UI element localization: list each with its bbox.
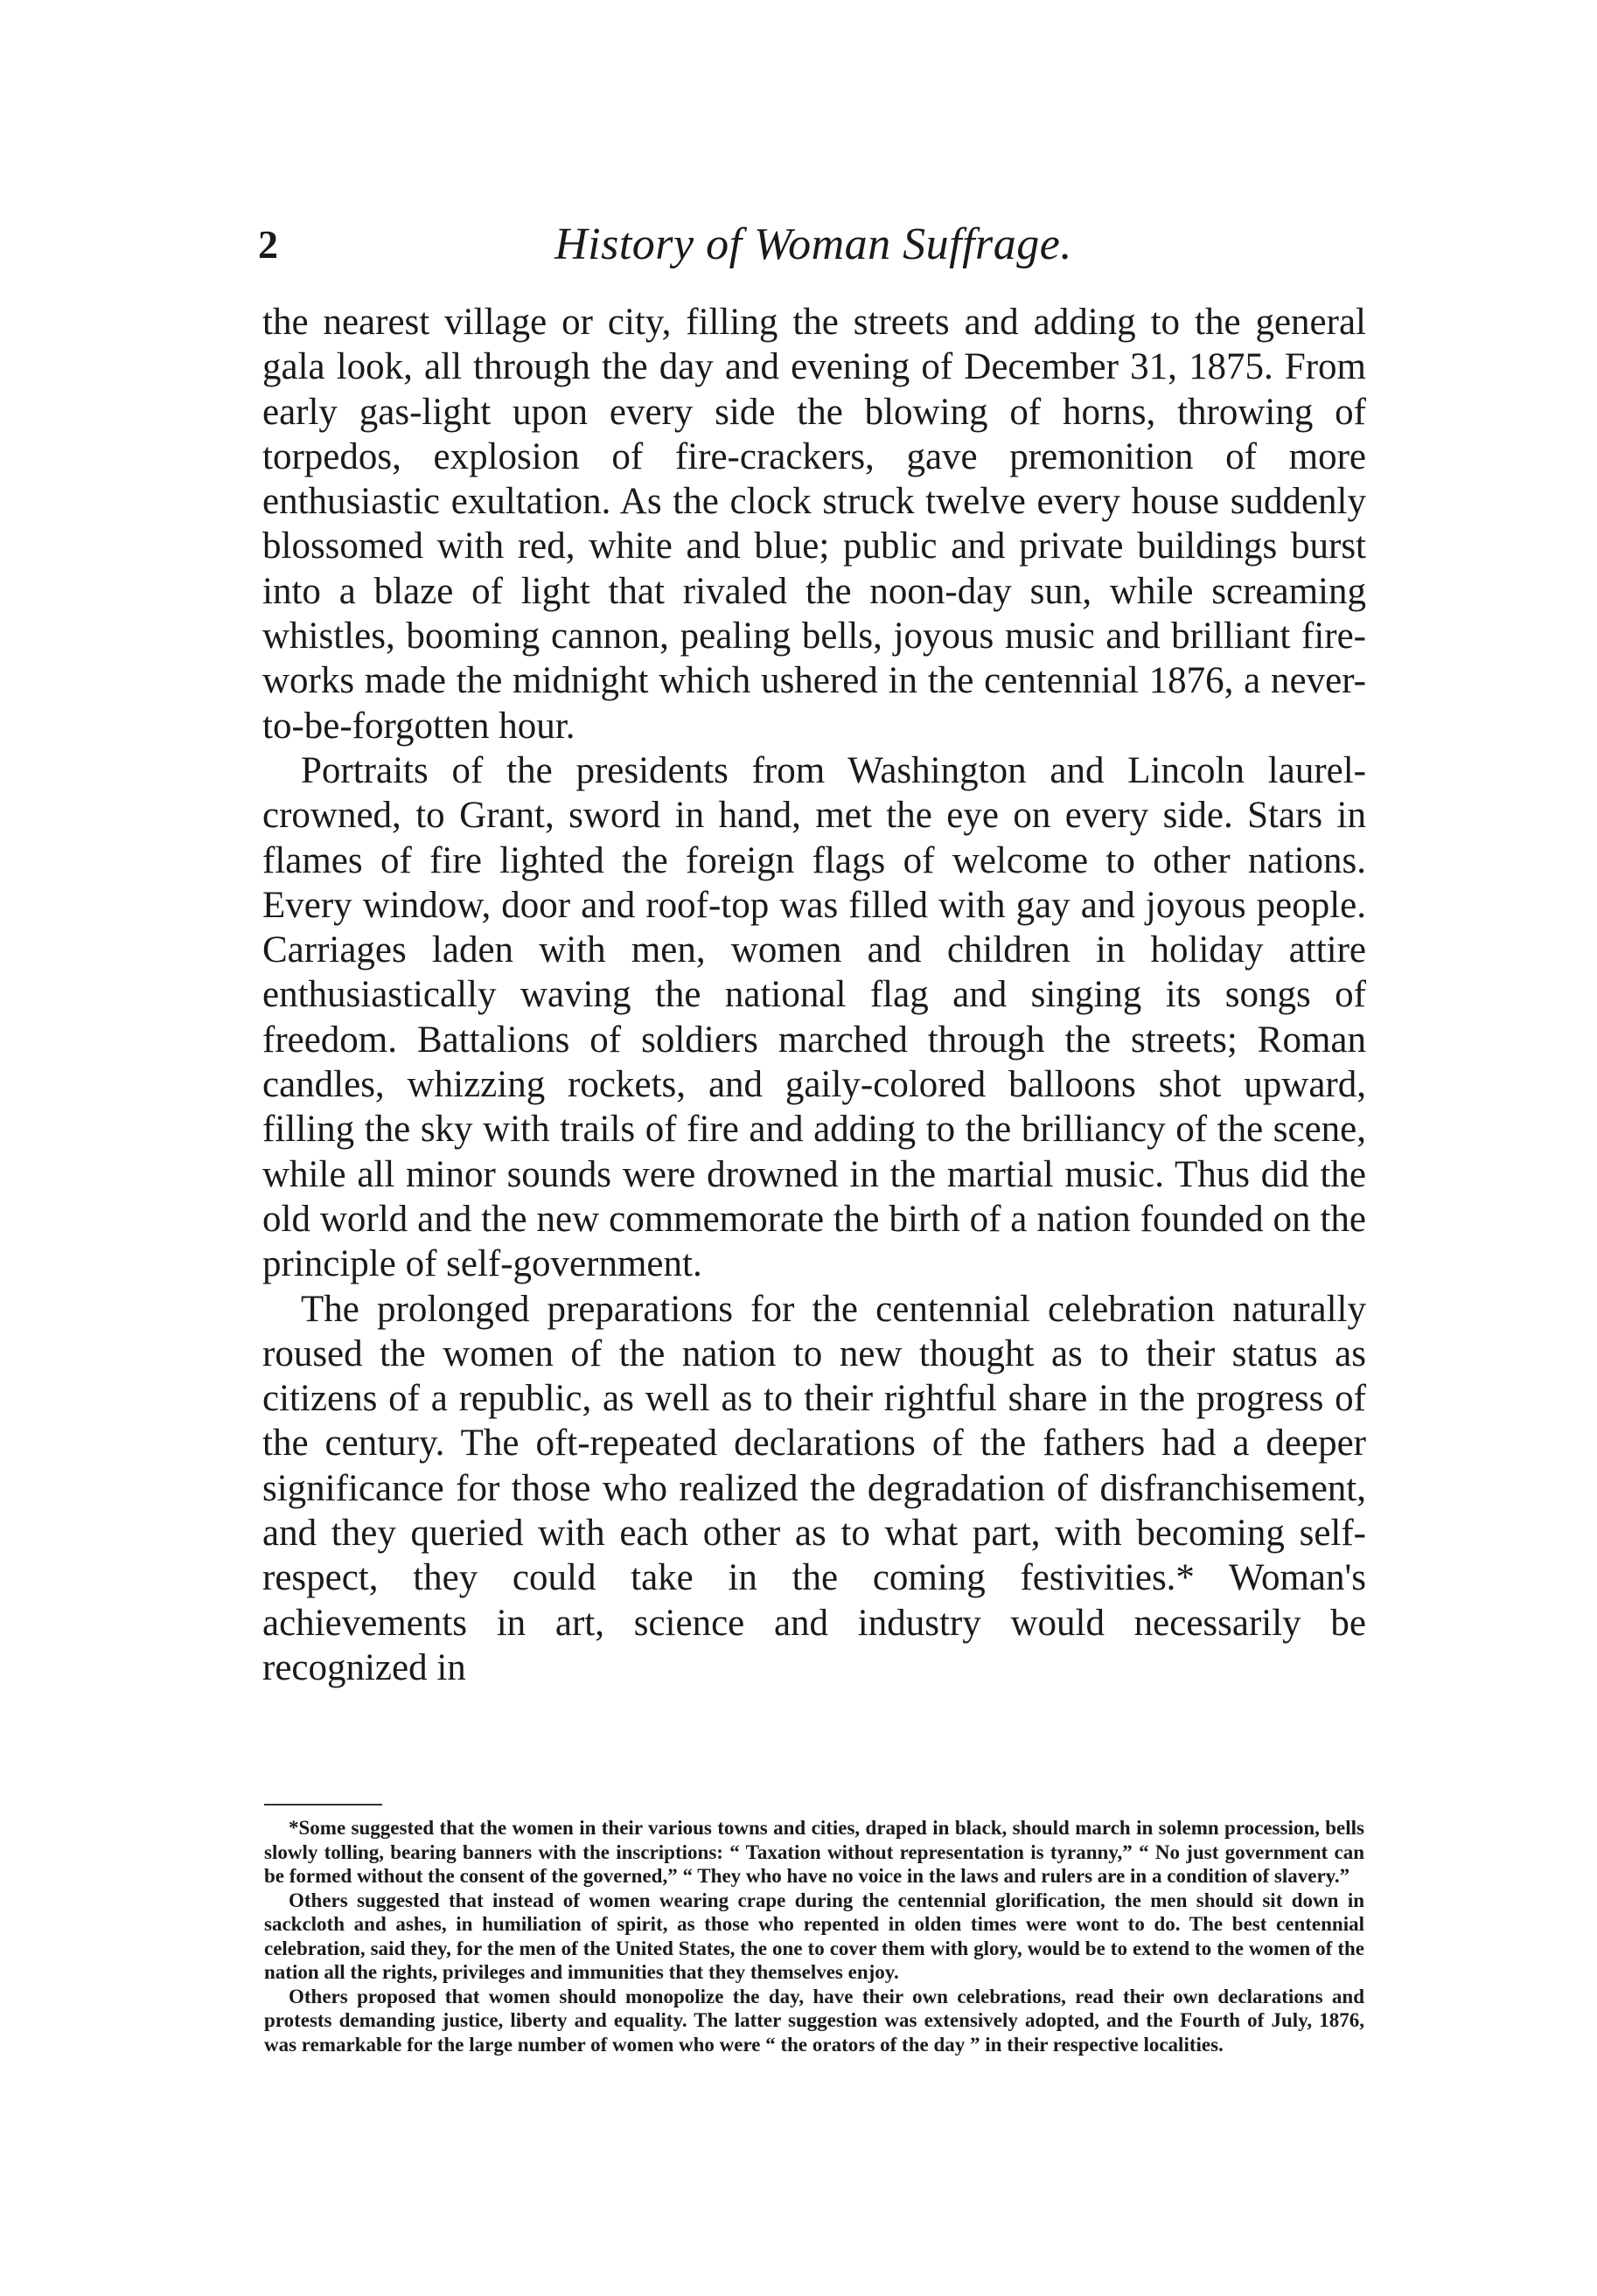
footnote-paragraph: Others proposed that women should monopolize the day, have their own celebrations, read their own declarations and protests demanding justice, liberty and equality. The latter suggestion was extensively adopted, and the Fourth of July, 1876, was remarkable for the large number of women who were “ the orators of the day ” in their respective localities.	[264, 1985, 1364, 2056]
main-text	[262, 300, 1366, 1690]
footnote-paragraph: Others suggested that instead of women wearing crape during the centennial glorification, the men should sit down in sackcloth and ashes, in humiliation of spirit, as those who repented in olden times were wont to do. The best centennial celebration, said they, for the men of the United States, the one to cover them with glory, would be to extend to the women of the nation all the rights, privileges and immunities that they themselves enjoy.	[264, 1889, 1364, 1983]
running-title: History of Woman Suffrage.	[554, 219, 1072, 269]
page-header	[258, 214, 1369, 275]
page-number: 2	[258, 222, 278, 267]
body-paragraph: The prolonged preparations for the centennial celebration naturally roused the women of the nation to new thought as to their status as citizens of a republic, as well as to their rightful share in the progress of the century. The oft-repeated declarations of the fathers had a deeper significance for those who realized the degradation of disfranchisement, and they queried with each other as to what part, with becoming self-respect, they could take in the coming festivities.* Woman's achievements in art, science and industry would necessarily be recognized in	[262, 1288, 1366, 1688]
footnotes	[264, 1816, 1364, 2056]
body-paragraph: Portraits of the presidents from Washington and Lincoln laurel-crowned, to Grant, sword in hand, met the eye on every side. Stars in flames of fire lighted the foreign flags of welcome to other nations. Every window, door and roof-top was filled with gay and joyous people. Carriages laden with men, women and children in holiday attire enthusiastically waving the national flag and singing its songs of freedom. Battalions of soldiers marched through the streets; Roman candles, whizzing rockets, and gaily-colored balloons shot upward, filling the sky with trails of fire and adding to the brilliancy of the scene, while all minor sounds were drowned in the martial music. Thus did the old world and the new commemorate the birth of a nation founded on the principle of self-government.	[262, 749, 1366, 1285]
footnote-paragraph: *Some suggested that the women in their various towns and cities, draped in black, should march in solemn procession, bells slowly tolling, bearing banners with the inscriptions: “ Taxation without representation is tyranny,” “ No just government can be formed without the consent of the governed,” “ They who have no voice in the laws and rulers are in a condition of slavery.”	[264, 1817, 1364, 1887]
body-paragraph: the nearest village or city, filling the streets and adding to the general gala look, all through the day and evening of December 31, 1875. From early gas-light upon every side the blowing of horns, throwing of torpedos, explosion of fire-crackers, gave premonition of more enthusiastic exultation. As the clock struck twelve every house suddenly blossomed with red, white and blue; public and private buildings burst into a blaze of light that rivaled the noon-day sun, while screaming whistles, booming cannon, pealing bells, joyous music and brilliant fire-works made the midnight which ushered in the centennial 1876, a never-to-be-forgotten hour.	[262, 302, 1366, 747]
footnote-divider	[264, 1804, 382, 1805]
